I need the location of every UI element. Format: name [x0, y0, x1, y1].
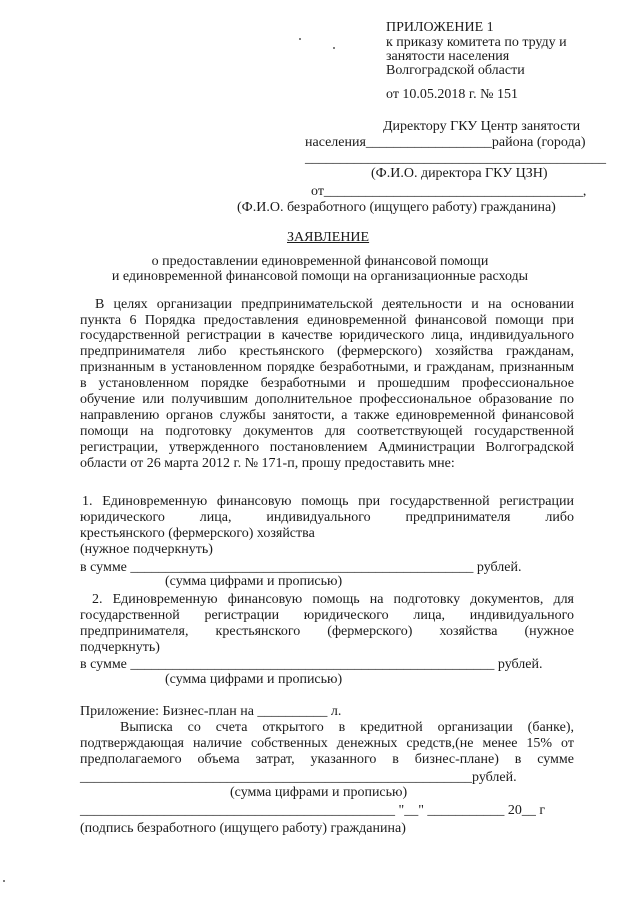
item2-sum-field[interactable]: в сумме ____________________________________________________ рублей.: [80, 657, 543, 672]
signature-caption: (подпись безработного (ищущего работу) гражданина): [80, 821, 406, 836]
attachment-line: подтверждающая наличие собственных денежных средств,(не менее 15% от: [80, 736, 574, 751]
item1-sum-field[interactable]: в сумме _________________________________________________ рублей.: [80, 560, 522, 575]
addressee-caption: (Ф.И.О. директора ГКУ ЦЗН): [371, 166, 548, 181]
subject-line: и единовременной финансовой помощи на организационные расходы: [111, 269, 529, 284]
attachment-line: Приложение: Бизнес-план на __________ л.: [80, 704, 342, 719]
addressee-blank-line[interactable]: ___________________________________________: [305, 151, 606, 166]
intro-line: помощи на подготовку документов для соответствующей государственной: [80, 424, 574, 439]
attachment-line: предполагаемого объема затрат, указанного в бизнес-плане) в сумме: [80, 752, 574, 767]
addressee-from-line[interactable]: от_____________________________________,: [311, 184, 587, 199]
scan-speck: [299, 38, 301, 40]
intro-line: предпринимателя либо крестьянского (фермерского) хозяйства гражданам,: [80, 344, 574, 359]
scan-speck: [333, 47, 335, 49]
intro-line: направлению органов службы занятости, а также единовременной финансовой: [80, 408, 574, 423]
item2-line: 2. Единовременную финансовую помощь на подготовку документов, для: [92, 592, 574, 607]
item2-line: государственной регистрации юридического лица, индивидуального: [80, 608, 574, 623]
intro-line: обучение или получившим дополнительное профессиональное образование по: [80, 392, 574, 407]
attachment-line: Выписка со счета открытого в кредитной организации (банке),: [120, 720, 574, 735]
item1-line: крестьянского (фермерского) хозяйства: [80, 526, 315, 541]
item2-note: подчеркнуть): [80, 640, 160, 655]
intro-line: В целях организации предпринимательской деятельности и на основании: [95, 297, 574, 312]
attachment-sum-caption: (сумма цифрами и прописью): [230, 785, 408, 800]
appendix-title: ПРИЛОЖЕНИЕ 1: [386, 20, 494, 35]
subject-line: о предоставлении единовременной финансовой помощи: [151, 254, 489, 269]
signature-date-line[interactable]: _____________________________________________ "__" ___________ 20__ г: [80, 803, 546, 818]
scan-speck: [3, 880, 5, 882]
addressee-caption: (Ф.И.О. безработного (ищущего работу) гражданина): [237, 200, 556, 215]
intro-line: области от 26 марта 2012 г. № 171-п, прошу предоставить мне:: [80, 456, 455, 471]
appendix-line: занятости населения: [386, 49, 510, 64]
item1-line: 1. Единовременную финансовую помощь при государственной регистрации: [82, 494, 574, 509]
appendix-order: от 10.05.2018 г. № 151: [386, 87, 518, 102]
item1-line: юридического лица, индивидуального предпринимателя либо: [80, 510, 574, 525]
item2-sum-caption: (сумма цифрами и прописью): [165, 672, 343, 687]
item1-sum-caption: (сумма цифрами и прописью): [165, 574, 343, 589]
intro-line: в установленном порядке безработными и прошедшим профессиональное: [80, 376, 574, 391]
appendix-line: к приказу комитета по труду и: [386, 35, 567, 50]
appendix-line: Волгоградской области: [386, 63, 525, 78]
intro-line: признанным в установленном порядке безработными, и гражданам, признанным: [80, 360, 574, 375]
attachment-sum-field[interactable]: ________________________________________________________рублей.: [80, 770, 517, 785]
item1-note: (нужное подчеркнуть): [80, 542, 213, 557]
document-heading: ЗАЯВЛЕНИЕ: [287, 230, 370, 245]
item2-line: предпринимателя, крестьянского (фермерского) хозяйства (нужное: [80, 624, 574, 639]
intro-line: регистрации, утвержденного постановлением Администрации Волгоградской: [80, 440, 574, 455]
addressee-line: населения__________________района (города): [305, 135, 586, 150]
intro-line: государственной регистрации в качестве юридического лица, индивидуального: [80, 328, 574, 343]
intro-line: пункта 6 Порядка предоставления единовременной финансовой помощи при: [80, 313, 574, 328]
addressee-line: Директору ГКУ Центр занятости: [383, 119, 581, 134]
